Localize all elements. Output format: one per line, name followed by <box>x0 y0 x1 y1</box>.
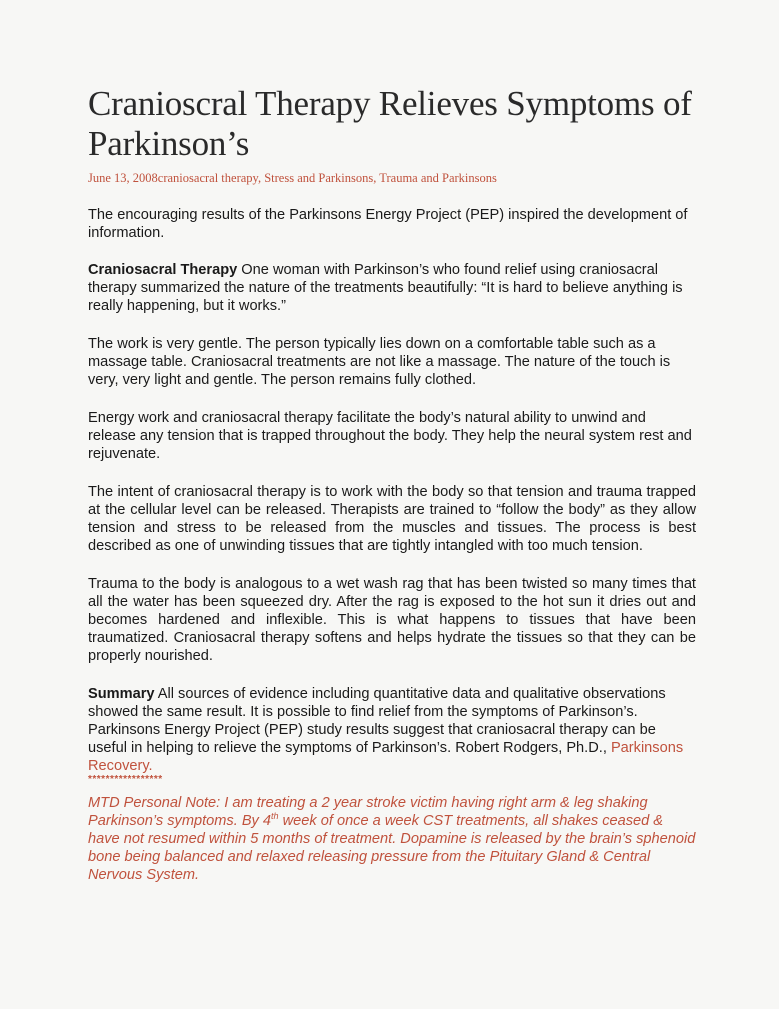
personal-note <box>88 794 696 884</box>
energy-paragraph: Energy work and craniosacral therapy facilitate the body’s natural ability to unwind and release any tension that is trapped throughout the body. They help the neural system rest and rejuvenate. <box>88 410 692 462</box>
trauma-paragraph: Trauma to the body is analogous to a wet wash rag that has been twisted so many times that all the water has been squeezed dry. After the rag is exposed to the hot sun it dries out and becomes hardened and inflexible. This is what happens to tissues that have been traumatized. Craniosacral therapy softens and helps hydrate the tissues so that they can be properly nourished. <box>88 576 696 664</box>
craniosacral-text: One woman with Parkinson’s who found relief using craniosacral therapy summarized the nature of the treatments beautifully: “It is hard to believe anything is really happening, but it works.” <box>88 262 683 314</box>
craniosacral-paragraph <box>88 261 696 315</box>
category-link-stress[interactable]: Stress and Parkinsons <box>264 171 374 185</box>
note-text-end: week of once a week CST treatments, all shakes ceased & have not resumed within 5 months of treatment. Dopamine is released by the brain’s sphenoid bone being balanced and relaxed releasing pressure from the Pituitary Gland & Central Nervous System. <box>88 813 696 883</box>
note-text-start: MTD Personal Note: I am treating a 2 year stroke victim having right arm & leg shaking Parkinson’s symptoms. By 4 <box>88 795 648 829</box>
meta-separator: , <box>373 171 380 185</box>
category-link-craniosacral[interactable]: craniosacral therapy <box>157 171 258 185</box>
intro-paragraph: The encouraging results of the Parkinsons Energy Project (PEP) inspired the development of information. <box>88 207 688 241</box>
gentle-paragraph: The work is very gentle. The person typically lies down on a comfortable table such as a massage table. Craniosacral treatments are not like a massage. The nature of the touch is very, very light and gentle. The person remains fully clothed. <box>88 336 671 388</box>
article <box>88 84 696 884</box>
article-date: June 13, 2008 <box>88 171 158 185</box>
craniosacral-heading: Craniosacral Therapy <box>88 262 238 278</box>
intent-paragraph: The intent of craniosacral therapy is to work with the body so that tension and trauma trapped at the cellular level can be released. Therapists are trained to “follow the body” as they allow tension and stress to be released from the muscles and tissues. The process is best described as one of unwinding tissues that are tightly intangled with too much tension. <box>88 484 696 554</box>
article-meta <box>88 171 696 186</box>
category-link-trauma[interactable]: Trauma and Parkinsons <box>379 171 497 185</box>
star-divider: ***************** <box>88 774 163 785</box>
meta-separator: , <box>257 171 265 185</box>
article-title: Cranioscral Therapy Relieves Symptoms of Parkinson’s <box>88 84 692 163</box>
summary-paragraph <box>88 685 696 775</box>
summary-text: All sources of evidence including quantitative data and qualitative observations showed the same result. It is possible to find relief from the symptoms of Parkinson’s. Parkinsons Energy Project (PEP) study results suggest that craniosacral therapy can be useful in helping to relieve the symptoms of Parkinson’s. Robert Rodgers, Ph.D., <box>88 686 666 756</box>
summary-heading: Summary <box>88 686 155 702</box>
note-superscript: th <box>271 811 279 822</box>
parkinsons-recovery-link[interactable]: Parkinsons Recovery. <box>88 740 684 774</box>
